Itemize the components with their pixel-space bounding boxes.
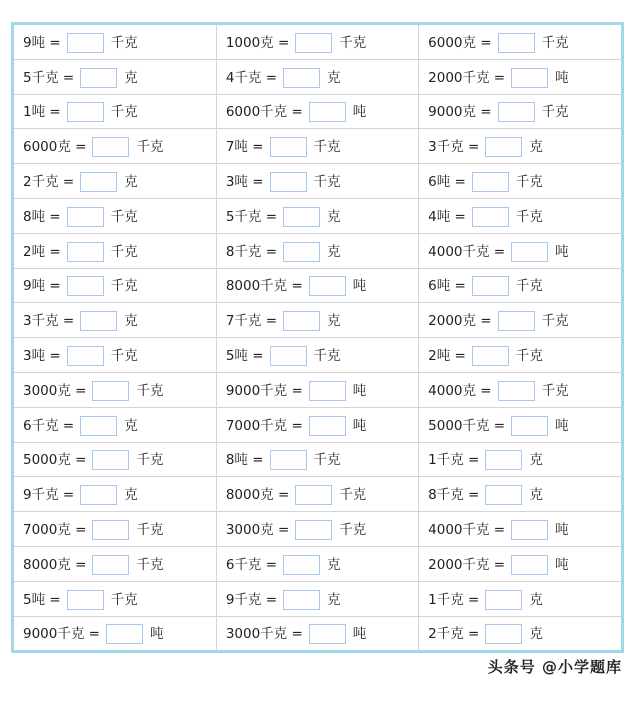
problem-cell [419,198,621,233]
problem-text: 3吨 = [225,174,264,191]
answer-input[interactable] [309,276,346,296]
problem-cell [14,546,216,581]
problem-cell [216,198,418,233]
table-row [14,338,621,373]
table-row [14,616,621,650]
table-row [14,129,621,164]
problem-cell [216,268,418,303]
answer-input[interactable] [511,242,548,262]
answer-input[interactable] [283,68,320,88]
answer-input[interactable] [309,102,346,122]
unit-label: 吨 [352,278,367,295]
problem-text: 8000克 = [23,556,87,573]
unit-label: 千克 [110,208,138,225]
problem-text: 3000克 = [225,522,290,539]
problem-cell [419,477,621,512]
unit-label: 千克 [515,278,543,295]
unit-label: 吨 [352,626,367,643]
problem-text: 1千克 = [428,452,480,469]
answer-input[interactable] [270,137,307,157]
unit-label: 克 [124,174,138,191]
answer-input[interactable] [92,520,129,540]
answer-input[interactable] [485,137,522,157]
unit-label: 千克 [136,556,164,573]
answer-input[interactable] [295,520,332,540]
problem-text: 3000克 = [23,382,87,399]
problem-text: 8千克 = [225,243,278,260]
table-row [14,372,621,407]
problem-text: 5千克 = [23,69,75,86]
problem-cell [216,303,418,338]
conversion-table [14,25,621,650]
unit-label: 千克 [541,34,569,51]
unit-label: 吨 [555,243,569,260]
problem-cell [216,512,418,547]
problem-cell [14,512,216,547]
answer-input[interactable] [309,416,346,436]
problem-cell [419,512,621,547]
answer-input[interactable] [67,276,104,296]
unit-label: 克 [327,243,341,260]
problem-cell [14,59,216,94]
problem-text: 5000克 = [23,452,87,469]
table-row [14,268,621,303]
problem-cell [14,407,216,442]
unit-label: 千克 [313,452,341,469]
problem-text: 1千克 = [428,591,480,608]
problem-cell [14,198,216,233]
problem-cell [14,477,216,512]
problem-text: 2000克 = [428,313,492,330]
problem-cell [14,338,216,373]
problem-cell [419,338,621,373]
problem-text: 2千克 = [23,174,75,191]
problem-cell [216,338,418,373]
answer-input[interactable] [67,102,104,122]
unit-label: 千克 [136,522,164,539]
answer-input[interactable] [67,242,104,262]
answer-input[interactable] [92,450,129,470]
problem-text: 8000克 = [225,487,290,504]
unit-label: 吨 [555,69,569,86]
unit-label: 克 [327,313,341,330]
problem-text: 2吨 = [428,348,466,365]
table-row [14,94,621,129]
answer-input[interactable] [485,590,522,610]
problem-text: 4000千克 = [428,243,506,260]
answer-input[interactable] [283,242,320,262]
problem-text: 5吨 = [225,348,264,365]
problem-cell [419,268,621,303]
problem-text: 4吨 = [428,208,466,225]
problem-cell [419,372,621,407]
problem-text: 4000千克 = [428,522,506,539]
problem-text: 5千克 = [225,208,278,225]
answer-input[interactable] [92,555,129,575]
problem-text: 2吨 = [23,243,61,260]
problem-text: 1000克 = [225,34,290,51]
table-row [14,407,621,442]
unit-label: 吨 [352,417,367,434]
problem-cell [419,442,621,477]
unit-label: 千克 [541,313,569,330]
problem-cell [14,129,216,164]
problem-text: 5000千克 = [428,417,506,434]
problem-text: 3吨 = [23,348,61,365]
problem-cell [216,546,418,581]
unit-label: 千克 [136,139,164,156]
problem-cell [216,442,418,477]
problem-text: 7000千克 = [225,417,303,434]
problem-cell [419,546,621,581]
problem-cell [216,407,418,442]
table-row [14,581,621,616]
answer-input[interactable] [309,624,346,644]
unit-label: 克 [529,487,543,504]
unit-label: 千克 [541,104,569,121]
answer-input[interactable] [80,485,117,505]
unit-label: 千克 [136,382,164,399]
unit-label: 千克 [515,348,543,365]
table-row [14,512,621,547]
problem-cell [216,94,418,129]
answer-input[interactable] [67,33,104,53]
answer-input[interactable] [295,33,332,53]
unit-label: 克 [529,139,543,156]
unit-label: 克 [124,487,138,504]
problem-cell [14,303,216,338]
answer-input[interactable] [498,33,535,53]
problem-text: 3千克 = [23,313,75,330]
problem-cell [14,616,216,650]
problem-text: 8000千克 = [225,278,303,295]
problem-cell [419,581,621,616]
answer-input[interactable] [92,137,129,157]
unit-label: 克 [327,556,341,573]
problem-cell [216,164,418,199]
problem-text: 7000克 = [23,522,87,539]
unit-label: 克 [327,208,341,225]
answer-input[interactable] [498,311,535,331]
answer-input[interactable] [80,416,117,436]
problem-cell [14,581,216,616]
problem-cell [14,233,216,268]
unit-label: 千克 [339,487,367,504]
unit-label: 吨 [352,104,367,121]
problem-text: 8吨 = [23,208,61,225]
problem-text: 9000千克 = [23,626,100,643]
unit-label: 千克 [110,348,138,365]
watermark: 头条号 @小学题库 [487,658,622,676]
unit-label: 克 [529,591,543,608]
answer-input[interactable] [283,590,320,610]
problem-text: 1吨 = [23,104,61,121]
answer-input[interactable] [511,68,548,88]
problem-text: 3000千克 = [225,626,303,643]
unit-label: 克 [124,69,138,86]
answer-input[interactable] [511,520,548,540]
problem-text: 6吨 = [428,278,466,295]
unit-label: 克 [327,591,341,608]
problem-text: 8吨 = [225,452,264,469]
problem-text: 6000克 = [428,34,492,51]
answer-input[interactable] [295,485,332,505]
answer-input[interactable] [283,207,320,227]
unit-label: 千克 [313,174,341,191]
problem-text: 6000克 = [23,139,87,156]
unit-label: 千克 [110,243,138,260]
table-row [14,233,621,268]
table-row [14,164,621,199]
problem-text: 2000千克 = [428,69,506,86]
answer-input[interactable] [472,346,509,366]
unit-label: 千克 [541,382,569,399]
answer-input[interactable] [80,68,117,88]
answer-input[interactable] [270,346,307,366]
answer-input[interactable] [485,450,522,470]
problem-cell [216,477,418,512]
unit-label: 千克 [136,452,164,469]
unit-label: 千克 [313,139,341,156]
worksheet [11,22,624,653]
table-row [14,546,621,581]
problem-text: 4千克 = [225,69,278,86]
answer-input[interactable] [498,102,535,122]
problem-cell [419,616,621,650]
answer-input[interactable] [67,207,104,227]
answer-input[interactable] [92,381,129,401]
problem-cell [419,59,621,94]
problem-cell [216,616,418,650]
problem-cell [419,164,621,199]
problem-cell [419,233,621,268]
problem-text: 6000千克 = [225,104,303,121]
unit-label: 克 [124,417,138,434]
unit-label: 千克 [110,278,138,295]
table-row [14,59,621,94]
answer-input[interactable] [472,207,509,227]
answer-input[interactable] [106,624,143,644]
problem-text: 9千克 = [225,591,278,608]
problem-text: 3千克 = [428,139,480,156]
problem-cell [14,442,216,477]
problem-text: 9000千克 = [225,382,303,399]
problem-text: 9吨 = [23,278,61,295]
unit-label: 千克 [313,348,341,365]
table-row [14,442,621,477]
problem-text: 6吨 = [428,174,466,191]
problem-cell [419,129,621,164]
answer-input[interactable] [67,346,104,366]
problem-cell [216,233,418,268]
answer-input[interactable] [485,624,522,644]
problem-cell [216,129,418,164]
answer-input[interactable] [511,416,548,436]
problem-text: 8千克 = [428,487,480,504]
answer-input[interactable] [80,311,117,331]
problem-cell [419,407,621,442]
problem-text: 6千克 = [23,417,75,434]
answer-input[interactable] [485,485,522,505]
unit-label: 吨 [555,522,569,539]
problem-cell [216,581,418,616]
problem-cell [419,94,621,129]
unit-label: 克 [124,313,138,330]
table-row [14,198,621,233]
answer-input[interactable] [80,172,117,192]
answer-input[interactable] [283,555,320,575]
problem-cell [216,59,418,94]
table-row [14,303,621,338]
problem-cell [14,25,216,59]
problem-cell [14,94,216,129]
unit-label: 克 [327,69,341,86]
answer-input[interactable] [511,555,548,575]
problem-text: 2千克 = [428,626,480,643]
problem-text: 9吨 = [23,34,61,51]
unit-label: 吨 [555,417,569,434]
problem-cell [14,372,216,407]
answer-input[interactable] [309,381,346,401]
unit-label: 千克 [110,591,138,608]
answer-input[interactable] [270,172,307,192]
table-row [14,25,621,59]
problem-text: 4000克 = [428,382,492,399]
unit-label: 吨 [149,626,164,643]
problem-cell [216,372,418,407]
unit-label: 克 [529,452,543,469]
problem-text: 9000克 = [428,104,492,121]
problem-cell [14,164,216,199]
unit-label: 千克 [339,522,367,539]
unit-label: 千克 [110,34,138,51]
answer-input[interactable] [270,450,307,470]
unit-label: 克 [529,626,543,643]
answer-input[interactable] [67,590,104,610]
unit-label: 千克 [339,34,367,51]
problem-text: 9千克 = [23,487,75,504]
problem-text: 7千克 = [225,313,278,330]
problem-text: 5吨 = [23,591,61,608]
answer-input[interactable] [472,172,509,192]
problem-cell [419,303,621,338]
answer-input[interactable] [472,276,509,296]
problem-text: 2000千克 = [428,556,506,573]
problem-cell [14,268,216,303]
unit-label: 千克 [110,104,138,121]
unit-label: 千克 [515,208,543,225]
answer-input[interactable] [498,381,535,401]
unit-label: 吨 [352,382,367,399]
unit-label: 吨 [555,556,569,573]
table-row [14,477,621,512]
problem-cell [216,25,418,59]
problem-text: 7吨 = [225,139,264,156]
answer-input[interactable] [283,311,320,331]
unit-label: 千克 [515,174,543,191]
problem-text: 6千克 = [225,556,278,573]
problem-cell [419,25,621,59]
